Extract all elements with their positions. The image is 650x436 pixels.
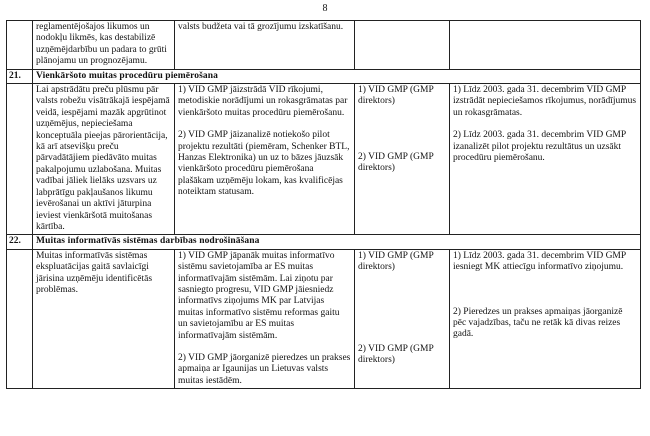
problem-cell	[33, 84, 175, 235]
number-cell	[7, 84, 33, 235]
problem-text: Muitas informatīvās sistēmas ekspluatācijas gaitā savlaicīgi jārisina uzņēmēju identificētās problēmas.	[36, 250, 153, 295]
table-row	[7, 84, 641, 235]
section-title: Vienkāršoto muitas procedūru piemērošana	[33, 69, 641, 83]
measure-item: 1) VID GMP jāizstrādā VID rīkojumi, metodiskie norādījumi un rokasgrāmatas par vienkāršoto muitas procedūru piemērošanu.	[178, 85, 348, 118]
measure-cell	[175, 249, 355, 388]
section-header-row	[7, 235, 641, 249]
number-cell	[7, 21, 33, 70]
table-row	[7, 21, 641, 70]
section-header-row	[7, 69, 641, 83]
problem-text: Lai apstrādātu preču plūsmu pār valsts robežu visātrākajā iespējamā veidā, iespējami mazāk apgrūtinot uzņēmējus, nepieciešama konceptuāla pieejas pārorientācija, kā arī atsevišķu preču pārvadātājiem piedāvāto muitas pakalpojumu uzlabošana. Muitas vadībai jāliek lielāks uzsvars uz labprātīgu pakļaušanos likumu ievērošanai un aktīvi jāturpina ieviest vienkāršotā muitošanas kārtība.	[36, 85, 170, 232]
deadline-cell	[450, 84, 641, 235]
responsible-item: 2) VID GMP (GMP direktors)	[358, 343, 434, 365]
responsible-cell	[355, 249, 450, 388]
deadline-cell	[450, 249, 641, 388]
responsible-cell	[355, 84, 450, 235]
measure-item: 1) VID GMP jāpanāk muitas informatīvo sistēmu savietojamība ar ES muitas informatīvajām sistēmām. Lai ziņotu par sasniegto progresu, VID GMP jāiesniedz informatīvs ziņojums MK par Latvijas muitas informatīvo sistēmu reformas gaitu un savietojamību ar ES muitas informatīvajām sistēmām.	[178, 250, 340, 341]
section-number: 21.	[7, 69, 33, 83]
number-cell	[7, 249, 33, 388]
deadline-item: 1) Līdz 2003. gada 31. decembrim VID GMP iesniegt MK attiecīgu informatīvo ziņojumu.	[453, 250, 626, 273]
table-row	[7, 249, 641, 388]
responsible-item: 1) VID GMP (GMP direktors)	[358, 250, 434, 273]
deadline-item: 1) Līdz 2003. gada 31. decembrim VID GMP izstrādāt nepieciešamos rīkojumus, norādījumus un rokasgrāmatas.	[453, 85, 637, 118]
section-number: 22.	[7, 235, 33, 249]
section-title: Muitas informatīvās sistēmas darbības nodrošināšana	[33, 235, 641, 249]
responsible-item: 2) VID GMP (GMP direktors)	[358, 151, 434, 174]
measure-item: 2) VID GMP jāizanalizē notiekošo pilot projektu rezultāti (piemēram, Schenker BTL, Hanzas Elektronika) un uz to bāzes jāuzsāk vienkāršoto procedūru piemērošana plašākam uzņēmēju lokam, kas kvalificējas noteiktam statusam.	[178, 130, 350, 198]
responsible-item: 1) VID GMP (GMP direktors)	[358, 85, 434, 107]
measure-item: 2) VID GMP jāorganizē pieredzes un prakses apmaiņa ar Igaunijas un Lietuvas valsts muitas iestādēm.	[178, 352, 351, 386]
measure-cell	[175, 84, 355, 235]
problem-cell	[33, 21, 175, 70]
responsible-cell	[355, 21, 450, 70]
deadline-item: 2) Pieredzes un prakses apmaiņas jāorganizē pēc vajadzības, taču ne retāk kā divas reizes gadā.	[453, 306, 623, 340]
action-plan-table	[6, 20, 641, 389]
page-number: 8	[322, 3, 328, 14]
measure-text: valsts budžeta vai tā grozījumu izskatīšanu.	[178, 22, 344, 32]
problem-cell	[33, 249, 175, 388]
deadline-cell	[450, 21, 641, 70]
deadline-item: 2) Līdz 2003. gada 31. decembrim VID GMP izanalizēt pilot projektu rezultātus un uzsākt procedūru piemērošanu.	[453, 130, 626, 164]
problem-text: reglamentējošajos likumos un nodokļu likmēs, kas destabilizē uzņēmējdarbību un padara to grūti plānojamu un prognozējamu.	[36, 22, 167, 67]
measure-cell	[175, 21, 355, 70]
